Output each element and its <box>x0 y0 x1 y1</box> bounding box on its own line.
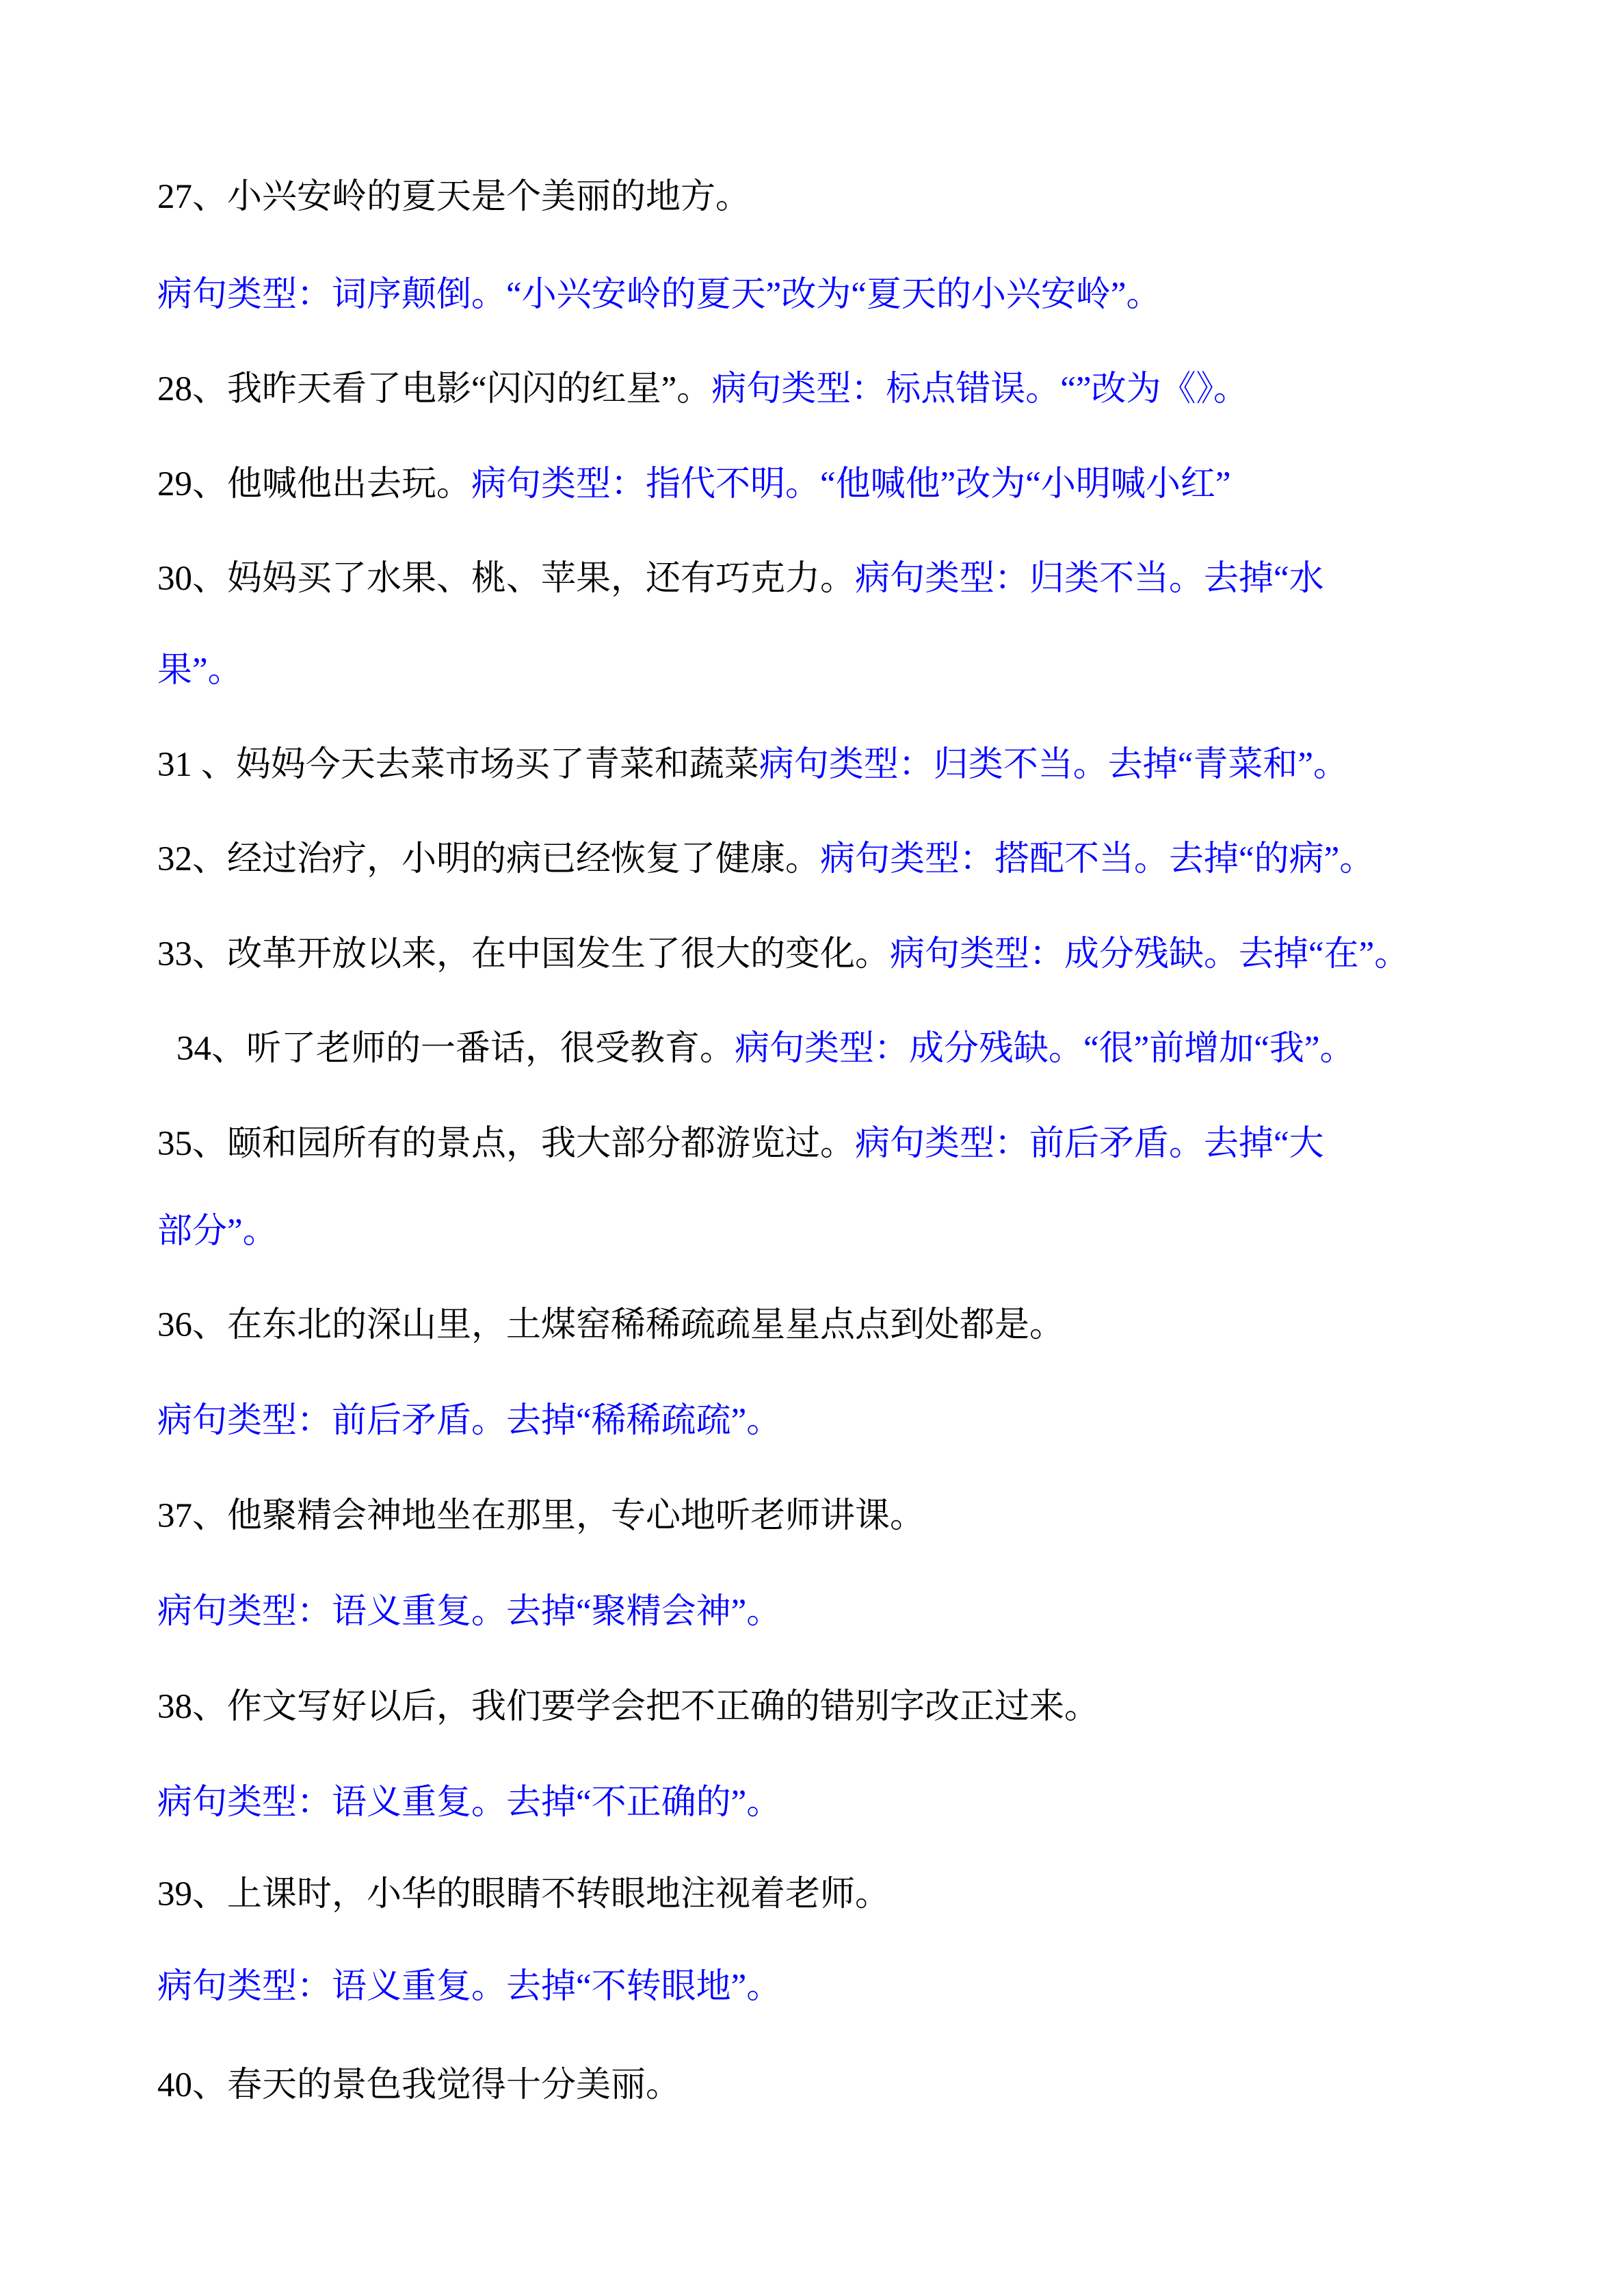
error-type-explanation: 病句类型：词序颠倒。“小兴安岭的夏天”改为“夏天的小兴安岭”。 <box>157 276 1161 314</box>
exercise-line <box>157 741 1348 789</box>
error-type-explanation: 病句类型：成分残缺。去掉“在”。 <box>890 935 1410 974</box>
error-type-explanation: 病句类型：标点错误。“”改为《》。 <box>711 370 1249 408</box>
answer-line <box>157 1779 781 1827</box>
error-type-explanation: 部分”。 <box>157 1212 278 1251</box>
error-type-explanation: 病句类型：前后矛盾。去掉“大 <box>855 1125 1324 1163</box>
exercise-line <box>157 930 1409 978</box>
sentence-text: 31 、妈妈今天去菜市场买了青菜和蔬菜 <box>157 746 759 784</box>
error-type-explanation: 病句类型：指代不明。“他喊他”改为“小明喊小红” <box>471 465 1231 504</box>
sentence-text: 35、颐和园所有的景点，我大部分都游览过。 <box>157 1125 856 1163</box>
exercise-line <box>176 1025 1355 1073</box>
sentence-text: 33、改革开放以来，在中国发生了很大的变化。 <box>157 935 891 974</box>
sentence-text: 40、春天的景色我觉得十分美丽。 <box>157 2066 681 2104</box>
exercise-line <box>157 1301 1064 1349</box>
sentence-text: 37、他聚精会神地坐在那里，专心地听老师讲课。 <box>157 1497 925 1535</box>
exercise-line <box>157 1683 1099 1731</box>
error-type-explanation: 病句类型：前后矛盾。去掉“稀稀疏疏”。 <box>157 1402 782 1440</box>
error-type-explanation: 病句类型：归类不当。去掉“水 <box>855 560 1324 598</box>
sentence-text: 27、小兴安岭的夏天是个美丽的地方。 <box>157 178 751 216</box>
sentence-text: 28、我昨天看了电影“闪闪的红星”。 <box>157 370 712 408</box>
sentence-text: 38、作文写好以后，我们要学会把不正确的错别字改正过来。 <box>157 1688 1100 1726</box>
error-type-explanation: 病句类型：搭配不当。去掉“的病”。 <box>820 840 1375 878</box>
answer-line <box>157 1397 781 1445</box>
sentence-text: 30、妈妈买了水果、桃、苹果，还有巧克力。 <box>157 560 856 598</box>
error-type-explanation: 病句类型：成分残缺。“很”前增加“我”。 <box>735 1030 1355 1068</box>
exercise-line <box>157 365 1248 413</box>
error-type-explanation: 病句类型：语义重复。去掉“不转眼地”。 <box>157 1968 782 2006</box>
sentence-text: 32、经过治疗，小明的病已经恢复了健康。 <box>157 840 821 878</box>
sentence-text: 34、听了老师的一番话，很受教育。 <box>176 1030 735 1068</box>
exercise-line <box>157 647 243 694</box>
error-type-explanation: 果”。 <box>157 651 243 690</box>
exercise-line <box>157 555 1324 603</box>
answer-line <box>157 1963 781 2011</box>
exercise-line <box>157 1870 890 1918</box>
error-type-explanation: 病句类型：语义重复。去掉“不正确的”。 <box>157 1784 782 1822</box>
exercise-line <box>157 460 1231 508</box>
exercise-line <box>157 2061 681 2109</box>
exercise-line <box>157 1492 925 1540</box>
sentence-text: 29、他喊他出去玩。 <box>157 465 472 504</box>
error-type-explanation: 病句类型：归类不当。去掉“青菜和”。 <box>759 746 1349 784</box>
exercise-line <box>157 1120 1324 1168</box>
error-type-explanation: 病句类型：语义重复。去掉“聚精会神”。 <box>157 1593 782 1631</box>
sentence-text: 36、在东北的深山里，土煤窑稀稀疏疏星星点点到处都是。 <box>157 1306 1065 1344</box>
exercise-line <box>157 173 750 221</box>
answer-line <box>157 1588 781 1636</box>
exercise-line <box>157 1208 278 1255</box>
exercise-line <box>157 835 1374 883</box>
sentence-text: 39、上课时，小华的眼睛不转眼地注视着老师。 <box>157 1875 891 1914</box>
answer-line <box>157 271 1161 319</box>
